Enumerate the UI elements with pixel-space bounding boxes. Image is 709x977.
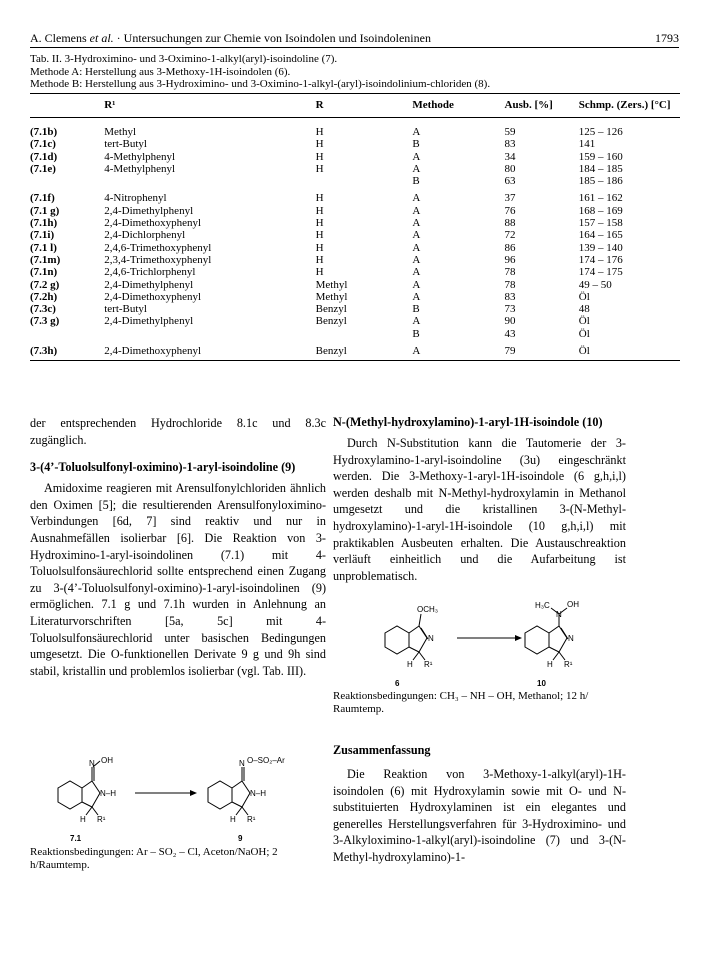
paragraph-10: Durch N-Substitution kann die Tautomerie der 3-Hydroxylamino-1-aryl-isoindoline (3u) eingeschränkt werden. Die 3-Methoxy-1-aryl-1H-isoindole (6 g,h,i,l) werden deshalb mit N-Methyl-hydroxylamin in Methanol umgesetzt und die kristallinen 3-(N-Methyl-hydroxylamino)-1-aryl-1H-isoindole (10 g,h,i,l) mit praktikablen Ausbeuten erhalten. Die Austauschreaktion verläuft einheitlich und die Aufarbeitung ist unproblematisch. [333,436,626,583]
table-cell: 161 – 162 [578,192,623,205]
table-row [30,291,680,303]
table-cell: H [315,229,324,242]
table-cell: H [315,162,324,175]
running-header [30,31,679,48]
h-label-6: H [407,660,413,669]
h-label-9: H [230,815,236,824]
isoindole-structure-6 [385,614,428,660]
table-cell: H [315,138,324,151]
table-cell: Methyl [104,126,136,138]
table-cell: 164 – 165 [578,229,623,242]
table-cell: 37 [504,192,516,205]
table-row [30,187,680,204]
table-cell: A [412,204,421,217]
table-cell: 78 [504,266,516,279]
table-row [30,163,680,175]
n-label-9: N [239,759,245,768]
table-cell: 184 – 185 [578,162,623,175]
table-row [30,303,680,315]
table-cell: A [412,126,421,138]
header-cell: R¹ [104,94,315,118]
n-label-6: N [428,634,434,643]
table-cell [30,175,104,187]
table-cell: (7.1 l) [30,241,57,254]
table-cell: 2,4-Dimethylphenyl [104,278,194,291]
table-cell: 86 [504,241,516,254]
table-cell: 141 [578,138,596,151]
summary-heading: Zusammenfassung [333,743,431,757]
table-cell: B [412,303,420,316]
r1-label-9: R¹ [247,815,256,824]
isoindoline-structure-9 [208,767,250,815]
left-column [30,415,326,679]
header-cell [30,94,104,118]
header-title: · Untersuchungen zur Chemie von Isoindolen und Isoindoleninen [113,31,431,45]
table-row [30,315,680,327]
table-cell: A [412,192,421,205]
table-row [30,266,680,278]
table-cell: 2,4-Dimethoxyphenyl [104,290,202,303]
table-cell: (7.3c) [30,303,56,316]
n-label-10: N [568,634,574,643]
table-cell: (7.1b) [30,126,58,138]
table-cell: A [412,162,421,175]
summary-text: Die Reaktion von 3-Methoxy-1-alkyl(aryl)-1H-isoindolen (6) mit Hydroxylamin sowie mit O- und N-substituierten Hydroxylaminen ist ein elegantes und generelles Herstellungsverfahren für 3-Hydroximino- und 3-Alkyloximino-1-alkyl(aryl)-isoindoline (7) und 3-(N-Methyl-hydroxylamino)-1- [333,767,626,864]
table-cell: A [412,229,421,242]
table-cell: 2,4-Dimethylphenyl [104,204,194,217]
arrow-head-2 [515,635,522,641]
caption-line-2: Methode A: Herstellung aus 3-Methoxy-1H-isoindolen (6). [30,65,291,78]
table-cell: 4-Methylphenyl [104,150,176,163]
table-cell: Öl [579,340,680,361]
header-author: A. Clemens [30,31,90,45]
table-cell: 73 [504,303,516,316]
table-cell: 76 [504,204,516,217]
page-number: 1793 [655,31,679,45]
table-cell: A [412,340,504,361]
nh-label-9: N–H [250,789,267,798]
n-label: N [89,759,95,768]
header-cell: Methode [412,94,504,118]
table-cell: 59 [504,126,516,138]
table-cell: H [315,253,324,266]
table-cell: A [412,150,421,163]
isoindoline-structure-7-1 [58,761,100,815]
table-cell: 157 – 158 [578,217,623,230]
table-cell: 43 [504,327,516,340]
table-row [30,279,680,291]
table-row [30,175,680,187]
table-cell: Benzyl [316,340,413,361]
h3c-label: H₃C [535,601,550,610]
table-cell: 34 [504,150,516,163]
table-row [30,254,680,266]
table-cell: 90 [504,315,516,328]
table-cell: 4-Methylphenyl [104,162,176,175]
table-cell: H [315,192,324,205]
table-cell: H [315,217,324,230]
och3-label: OCH₃ [417,605,439,614]
reaction-scheme-10 [365,598,655,690]
reaction-scheme-9 [40,753,330,843]
header-cell: Ausb. [%] [505,94,579,118]
conditions-9: Reaktionsbedingungen: Ar – SO₂ – Cl, Aceton/NaOH; 2 h/Raumtemp. [30,846,278,871]
caption-line-3: Methode B: Herstellung aus 3-Hydroximino- und 3-Oximino-1-alkyl-(aryl)-isoindolinium-chloriden (8). [30,78,491,90]
table-row [30,242,680,254]
table-cell: B [412,327,420,340]
table-cell: 63 [504,175,516,188]
table-cell: 174 – 175 [578,266,623,279]
table-cell: 159 – 160 [578,150,623,163]
oh-label-10: OH [567,600,579,609]
table-cell: 2,4-Dichlorphenyl [104,229,186,242]
table-cell: A [412,315,421,328]
table-cell: tert-Butyl [104,303,147,316]
table-cell [316,328,413,340]
table-cell: A [412,217,421,230]
intro-text: der entsprechenden Hydrochloride 8.1c und 8.3c zugänglich. [30,416,326,447]
table-cell: Öl [578,327,590,340]
table-row [30,229,680,241]
table-cell [316,175,413,187]
table-cell: 80 [504,162,516,175]
table-cell: A [412,241,421,254]
summary-section [333,743,626,866]
table-cell: (7.1e) [30,162,56,175]
n-top-label-10: N [556,610,562,619]
conditions-10: Reaktionsbedingungen: CH₃ – NH – OH, Methanol; 12 h/ Raumtemp. [333,690,589,715]
table-cell: 83 [504,138,516,151]
compound-label-9: 9 [238,834,243,843]
table-cell: 96 [504,253,516,266]
table-cell: (7.1n) [30,266,58,279]
table-cell: H [315,241,324,254]
table-cell: 79 [505,340,579,361]
table-cell: (7.1i) [30,229,55,242]
table-cell: H [315,266,324,279]
table-cell: A [412,253,421,266]
table-caption [30,53,680,91]
table-cell: 49 – 50 [578,278,612,291]
arrow-head [190,790,197,796]
table-cell: (7.2h) [30,290,58,303]
table-cell: 83 [504,290,516,303]
table-cell: H [315,126,324,138]
table-cell [104,328,315,340]
table-cell: H [315,204,324,217]
oh-label: OH [101,756,113,765]
table-row [30,151,680,163]
table-cell: 2,4-Dimethoxyphenyl [104,340,315,361]
table-cell: B [412,138,420,151]
header-cell: Schmp. (Zers.) [°C] [579,94,680,118]
table-row [30,340,680,361]
table-cell: 2,4-Dimethylphenyl [104,315,194,328]
table-cell: Öl [578,290,590,303]
r1-label-10: R¹ [564,660,573,669]
table-cell: 139 – 140 [578,241,623,254]
table-cell: (7.1f) [30,192,55,205]
table-cell: 125 – 126 [578,126,623,138]
table-cell: 2,4,6-Trichlorphenyl [104,266,196,279]
table-cell: H [315,150,324,163]
table-row [30,205,680,217]
table-cell: Methyl [315,278,348,291]
paragraph-9: Amidoxime reagieren mit Arensulfonylchloriden ähnlich den Oximen [5]; die resultierenden Arensulfonyloximino-Verbindungen [6d, 7] sind reaktiv und nur in Ausnahmefällen isolierbar [6]. Die Reaktion von 3-Hydroximino-1-aryl-isoindolinen (7.1) mit 4-Toluolsulfonsäurechlorid sollte entsprechend einen Zugang zu 3-(4’-Toluolsulfonyl-oximino)-1-aryl-isoindolinen (9) ermöglichen. 7.1 g und 7.1h wurden in Anlehnung an Literaturvorschriften [5a, 5c] mit 4-Toluolsulfonsäurechlorid unter basischen Bedingungen umgesetzt. Die O-funktionellen Derivate 9 g und 9h sind stabil, kristallin und problemlos isolierbar (vgl. Tab. III). [30,481,326,678]
table-cell: 2,4,6-Trimethoxyphenyl [104,241,212,254]
results-table [30,93,680,361]
table-row [30,118,680,139]
table-cell: (7.1c) [30,138,56,151]
table-cell: (7.1m) [30,253,61,266]
h-label: H [80,815,86,824]
table-cell: 2,3,4-Trimethoxyphenyl [104,253,212,266]
table-cell: A [412,278,421,291]
header-etal: et al. [89,31,114,45]
table-row [30,217,680,229]
so2-label: O–SO₂–Ar [247,756,285,765]
table-cell: 48 [578,303,590,316]
table-cell [30,328,104,340]
compound-label-7-1: 7.1 [70,834,82,843]
header-cell: R [316,94,413,118]
compound-label-10: 10 [537,679,546,688]
table-cell: 4-Nitrophenyl [104,192,167,205]
table-header-row [30,94,680,118]
table-cell: A [412,266,421,279]
r1-label-6: R¹ [424,660,433,669]
table-cell: (7.1h) [30,217,58,230]
table-cell: 72 [504,229,516,242]
caption-line-1: Tab. II. 3-Hydroximino- und 3-Oximino-1-alkyl(aryl)-isoindoline (7). [30,53,338,65]
table-cell: 185 – 186 [578,175,623,188]
table-cell: (7.1d) [30,150,58,163]
table-row [30,138,680,150]
table-cell: 2,4-Dimethoxyphenyl [104,217,202,230]
table-cell: B [412,175,420,188]
compound-label-6: 6 [395,679,400,688]
table-cell: (7.3 g) [30,315,60,328]
table-cell: 174 – 176 [578,253,623,266]
table-cell: (7.1 g) [30,204,60,217]
table-cell: Öl [578,315,590,328]
nh-label: N–H [100,789,117,798]
table-cell: 168 – 169 [578,204,623,217]
r1-label: R¹ [97,815,106,824]
table-cell: Benzyl [315,315,347,328]
table-cell: tert-Butyl [104,138,147,151]
table-cell: Benzyl [315,303,347,316]
table-cell: (7.3h) [30,340,104,361]
table-cell [104,175,315,187]
right-column [333,415,626,584]
section-heading-10: N-(Methyl-hydroxylamino)-1-aryl-1H-isoindole (10) [333,415,603,429]
table-row [30,328,680,340]
table-cell: A [412,290,421,303]
table-cell: (7.2 g) [30,278,60,291]
table-cell: 78 [504,278,516,291]
table-cell: 88 [504,217,516,230]
h-label-10: H [547,660,553,669]
section-heading-9: 3-(4’-Toluolsulfonyl-oximino)-1-aryl-isoindoline (9) [30,460,296,475]
table-cell: Methyl [315,290,348,303]
